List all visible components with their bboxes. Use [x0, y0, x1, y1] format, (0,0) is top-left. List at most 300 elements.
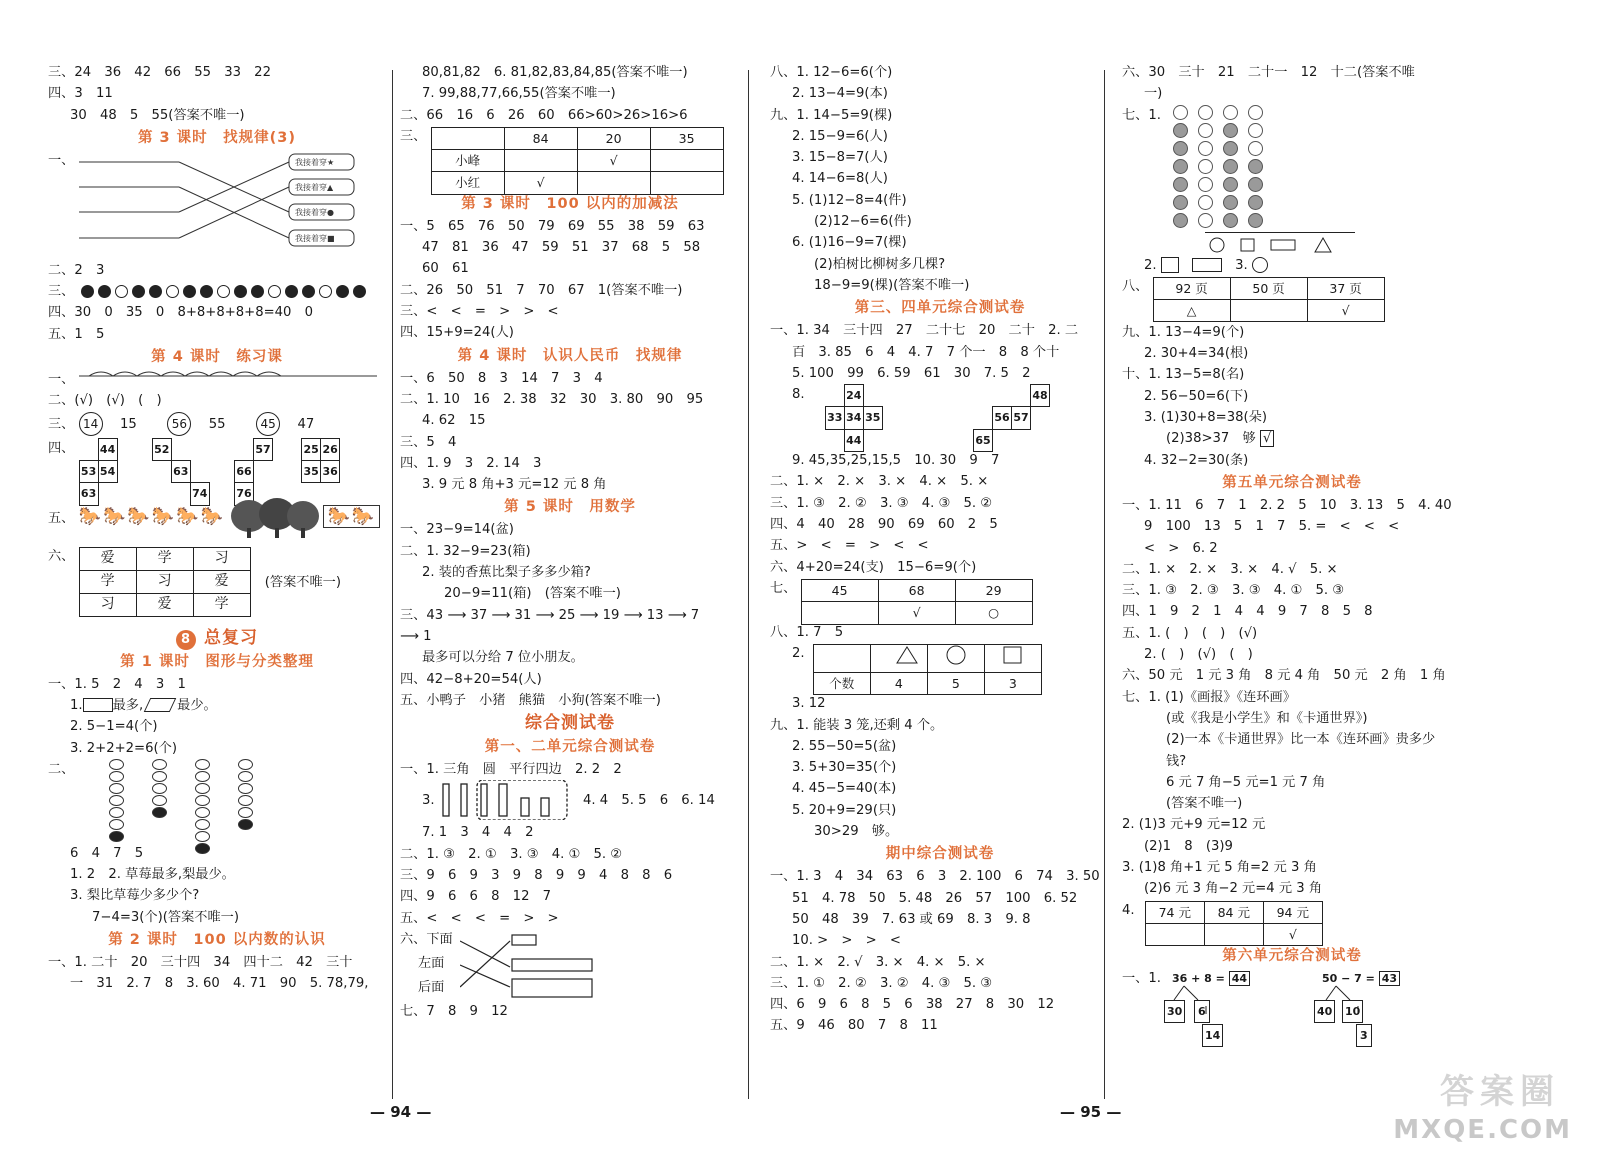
answer-label: 七、1.	[1122, 107, 1161, 123]
answer-label: 六、	[48, 548, 75, 564]
table-cell: 84 元	[1204, 901, 1263, 923]
answer-line: 10. > > > <	[792, 933, 901, 949]
answer-label: 8.	[792, 387, 805, 403]
equation: 50 − 7 =	[1322, 971, 1375, 985]
table-cell: 37 页	[1307, 277, 1384, 299]
answer-line: 四、6 9 6 8 5 6 38 27 8 30 12	[770, 997, 1055, 1013]
table-cell: 4	[870, 672, 927, 694]
grid-cell: 26	[321, 438, 340, 460]
circled-number: 14	[79, 412, 103, 436]
chapter-number: 8	[176, 630, 196, 650]
svg-text:我接着穿★: 我接着穿★	[294, 157, 334, 167]
table-cell: √	[878, 602, 955, 624]
svg-text:我接着穿▲: 我接着穿▲	[294, 182, 333, 192]
answer-line: 80,81,82 6. 81,82,83,84,85(答案不唯一)	[422, 65, 688, 80]
answer-label: 五、	[48, 510, 75, 526]
answer-note: (答案不唯一)	[264, 574, 342, 590]
answer-label: 3.	[422, 793, 435, 809]
answer-line: 四、30 0 35 0 8+8+8+8+8=40 0	[48, 305, 314, 321]
section-heading: 第三、四单元综合测试卷	[854, 300, 1026, 317]
table-row	[770, 578, 1110, 622]
answer-table	[431, 126, 724, 197]
dots-figure-row	[1122, 105, 1462, 255]
section-heading: 第 1 课时 图形与分类整理	[120, 653, 314, 670]
shapes-row	[400, 780, 740, 822]
triangle-shape-icon	[880, 654, 896, 668]
answer-line: 四、1. 9 3 2. 14 3	[400, 455, 542, 471]
table-row	[1122, 900, 1462, 944]
answer-line: 7. 1 3 4 4 2	[422, 825, 534, 841]
answer-line: 7. 99,88,77,66,55(答案不唯一)	[422, 86, 616, 102]
answer-line: 7−4=3(个)(答案不唯一)	[92, 909, 239, 925]
table-cell: 小峰	[431, 150, 504, 172]
grid-cell: 学	[193, 593, 250, 616]
answer-line: 四、15+9=24(人)	[400, 325, 514, 341]
answer-line: 18−9=9(棵)(答案不唯一)	[814, 277, 970, 293]
answer-text: 后面	[418, 979, 445, 995]
grid-cell: 63	[79, 483, 98, 505]
answer-line: 三、1. ③ 2. ② 3. ③ 4. ③ 5. ②	[770, 495, 993, 511]
answer-label: 3.	[1235, 257, 1248, 273]
square-icon	[1003, 646, 1023, 664]
answer-label: 2.	[792, 646, 805, 662]
answer-value: 47	[297, 416, 315, 432]
answer-text: (2)38>37 够	[1166, 431, 1256, 447]
answer-line: 二、2 3	[48, 262, 105, 278]
answer-line: 二、1. ③ 2. ① 3. ③ 4. ① 5. ②	[400, 846, 623, 862]
section-heading: 第 2 课时 100 以内数的认识	[108, 932, 326, 949]
circled-answers	[48, 412, 386, 438]
answer-line: 3. 5+30=35(个)	[792, 760, 897, 776]
grid-cell: 学	[136, 547, 193, 570]
picture-row	[48, 498, 386, 546]
answer-line: 四、9 6 6 8 12 7	[400, 889, 552, 905]
answer-line: 51 4. 78 50 5. 48 26 57 100 6. 52	[792, 890, 1078, 906]
table-cell	[1204, 923, 1263, 945]
table-cell: 92 页	[1153, 277, 1230, 299]
answer-line: (2)6 元 3 角−2 元=4 元 3 角	[1144, 881, 1323, 897]
table-cell	[801, 602, 878, 624]
grid-cell: 66	[234, 460, 253, 482]
table-row	[400, 126, 740, 192]
chapter-heading: 综合测试卷	[525, 713, 615, 734]
table-row	[1122, 276, 1462, 322]
table-cell: 45	[801, 579, 878, 601]
answer-line: ⟶ 1	[400, 628, 432, 644]
answer-line: 七、7 8 9 12	[400, 1003, 508, 1019]
answer-line: 3. 2+2+2=6(个)	[70, 740, 177, 756]
answer-line: 九、1. 能装 3 笼,还剩 4 个。	[770, 717, 944, 733]
answer-line: 最多可以分给 7 位小朋友。	[422, 650, 584, 666]
answer-line: 20−9=11(箱) (答案不唯一)	[444, 586, 621, 602]
answer-box: 40	[1314, 1000, 1335, 1023]
table-cell: √	[577, 150, 650, 172]
grid-cell: 35	[863, 407, 882, 429]
table-cell: √	[1263, 923, 1322, 945]
column-3	[770, 62, 1110, 1037]
answer-line: 4. 45−5=40(本)	[792, 781, 897, 797]
table-cell	[927, 645, 984, 672]
answer-line: 五、1. ( ) ( ) (√)	[1122, 625, 1258, 641]
answer-line: (答案不唯一)	[1166, 796, 1243, 812]
answer-label: 七、	[770, 580, 797, 596]
answer-line: 2. 30+4=34(根)	[1144, 346, 1249, 362]
answer-line: 六、50 元 1 元 3 角 8 元 4 角 50 元 2 角 1 角	[1122, 668, 1446, 684]
bead-row	[48, 281, 386, 302]
answer-line: 六、30 三十 21 二十一 12 十二(答案不唯	[1122, 65, 1415, 80]
answer-line: 二、1. 32−9=23(箱)	[400, 543, 531, 559]
answer-label: 1.	[70, 697, 83, 713]
grid-cell: 36	[321, 460, 340, 482]
grid-cell: 习	[193, 547, 250, 570]
table-cell: 94 元	[1263, 901, 1322, 923]
answer-box: 10	[1342, 1000, 1363, 1023]
answer-line	[48, 695, 386, 716]
answer-line: 30 48 5 55(答案不唯一)	[70, 107, 245, 123]
table-cell: 74 元	[1145, 901, 1204, 923]
answer-text: 六、下面	[400, 931, 453, 947]
answer-line: 2. 5−1=4(个)	[70, 719, 158, 735]
answer-label: 一、1.	[1122, 970, 1161, 986]
section-heading: 第 4 课时 练习课	[151, 349, 283, 366]
answer-line: (2)一本《卡通世界》比一本《连环画》贵多少	[1166, 732, 1436, 748]
svg-text:我接着穿■: 我接着穿■	[294, 233, 335, 243]
column-divider	[1104, 70, 1105, 1099]
answer-line: 一、1. 3 4 34 63 6 3 2. 100 6 74 3. 50	[770, 869, 1100, 885]
column-1	[48, 62, 386, 995]
animal-pictures: 🐎🐎🐎🐎🐎🐎	[78, 505, 226, 527]
answer-line: 2. 15−9=6(人)	[792, 128, 888, 144]
table-cell	[870, 645, 927, 672]
matching-figure	[48, 150, 386, 260]
answer-box: 14	[1202, 1024, 1223, 1047]
grid-cell: 爱	[79, 547, 136, 570]
table-cell: 84	[504, 127, 577, 149]
answer-line: 八、1. 7 5	[770, 624, 844, 640]
answer-line	[1122, 255, 1462, 276]
answer-line: 二、1. × 2. √ 3. × 4. × 5. ×	[770, 954, 986, 970]
number-grid	[301, 438, 340, 484]
table-cell: √	[504, 172, 577, 194]
answer-text: 左面	[418, 955, 445, 971]
answer-value: 55	[208, 416, 226, 432]
number-grid	[973, 384, 1050, 452]
answer-box: 44	[1229, 971, 1250, 986]
circled-number: 45	[256, 412, 280, 436]
answer-text: 最多,	[112, 697, 144, 713]
section-heading: 第 3 课时 100 以内的加减法	[461, 195, 679, 212]
shape-count-table	[809, 643, 1042, 697]
answer-line: 3. 15−8=7(人)	[792, 150, 888, 166]
table-cell	[431, 127, 504, 149]
answer-text: 4. 4 5. 5 6 6. 14	[583, 793, 715, 809]
answer-line: 五、小鸭子 小猪 熊猫 小狗(答案不唯一)	[400, 692, 661, 708]
answer-line: 60 61	[422, 261, 469, 277]
answer-animal-pictures: 🐎🐎	[323, 505, 380, 528]
table-cell	[1230, 300, 1307, 322]
grid-cell: 34	[844, 407, 863, 429]
grid-cell: 33	[825, 407, 844, 429]
chapter-heading	[48, 626, 386, 650]
character-grid	[79, 546, 251, 619]
answer-line: 50 48 39 7. 63 或 69 8. 3 9. 8	[792, 911, 1031, 927]
answer-line: 百 3. 85 6 4 4. 7 7 个一 8 8 个十	[792, 344, 1060, 360]
answer-line: 2. 13−4=9(本)	[792, 86, 888, 102]
answer-line: 一、23−9=14(盆)	[400, 522, 514, 538]
abacus-row	[48, 759, 386, 843]
section-heading: 第 4 课时 认识人民币 找规律	[457, 347, 683, 364]
answer-line: 三、1. ① 2. ② 3. ② 4. ③ 5. ③	[770, 975, 993, 991]
answer-line: 三、5 4	[400, 434, 457, 450]
answer-line: 六、4+20=24(支) 15−6=9(个)	[770, 559, 977, 575]
answer-line: 4. 14−6=8(人)	[792, 171, 888, 187]
section-heading: 第一、二单元综合测试卷	[484, 739, 656, 756]
section-heading: 第五单元综合测试卷	[1222, 474, 1362, 491]
table-cell	[504, 150, 577, 172]
number-grid	[234, 438, 273, 506]
table-cell: 20	[577, 127, 650, 149]
table-cell	[813, 645, 870, 672]
grid-cell: 65	[974, 429, 993, 451]
page-number-left: — 94 —	[370, 1103, 432, 1121]
answer-line: 一、6 50 8 3 14 7 3 4	[400, 370, 603, 386]
number-grids-row	[770, 384, 1110, 450]
answer-line: 2. 56−50=6(下)	[1144, 388, 1249, 404]
answer-line: 四、4 40 28 90 69 60 2 5	[770, 517, 998, 533]
matching-lines-figure	[460, 929, 620, 999]
answer-line: 3. 梨比草莓少多少个?	[70, 888, 200, 904]
trees-picture	[229, 498, 319, 538]
answer-label: 八、	[1122, 278, 1149, 294]
table-cell: 5	[927, 672, 984, 694]
watermark-logo: 答案圈	[1440, 1072, 1560, 1112]
answer-line: 五、9 46 80 7 8 11	[770, 1018, 938, 1034]
grid-cell: 习	[136, 570, 193, 593]
grid-cell: 48	[1031, 385, 1050, 407]
answer-box: 30	[1164, 1000, 1185, 1023]
answer-line: 1. 2 2. 草莓最多,梨最少。	[70, 867, 235, 883]
answer-line: 四、1 9 2 1 4 4 9 7 8 5 8	[1122, 604, 1373, 620]
grid-cell: 54	[98, 460, 117, 482]
answer-line: 3. 12	[792, 696, 826, 712]
answer-line: 钱?	[1166, 753, 1187, 769]
answer-line: (2)1 8 (3)9	[1144, 838, 1233, 854]
answer-line: 2. 55−50=5(盆)	[792, 738, 897, 754]
answer-line: 2. ( ) (√) ( )	[1144, 647, 1253, 663]
answer-line: 十、1. 13−5=8(名)	[1122, 367, 1245, 383]
answer-value: 15	[119, 416, 137, 432]
grid-cell: 44	[844, 429, 863, 451]
answer-line: 6 4 7 5	[70, 845, 144, 861]
answer-line: 二、1. 10 16 2. 38 32 30 3. 80 90 95	[400, 391, 704, 407]
answer-line: 一、1. 34 三十四 27 二十七 20 二十 2. 二	[770, 323, 1079, 339]
dot-columns	[1173, 105, 1263, 228]
table-cell: 35	[650, 127, 723, 149]
table-cell: 个数	[813, 672, 870, 694]
answer-line: 八、1. 12−6=6(个)	[770, 65, 893, 80]
svg-text:我接着穿●: 我接着穿●	[294, 207, 334, 217]
bead-sequence	[79, 284, 368, 299]
checked-box: √	[1260, 430, 1274, 447]
table-cell	[577, 172, 650, 194]
answer-line: 4. 62 15	[422, 413, 486, 429]
answer-line: 9. 45,35,25,15,5 10. 30 9 7	[792, 453, 1000, 469]
grid-cell: 44	[98, 438, 117, 460]
shape-legend	[1205, 236, 1355, 254]
grid-cell: 57	[1012, 407, 1031, 429]
section-heading: 第 5 课时 用数学	[504, 499, 636, 516]
table-cell: ○	[955, 602, 1032, 624]
answer-line: 6. (1)16−9=7(棵)	[792, 235, 907, 251]
answer-line: 五、1 5	[48, 326, 105, 342]
answer-table	[1153, 276, 1385, 325]
answer-line	[1122, 428, 1462, 449]
matching-lines-figure	[79, 150, 389, 258]
table-cell: 68	[878, 579, 955, 601]
answer-box: 43	[1379, 971, 1400, 986]
table-cell	[650, 172, 723, 194]
dots-figure	[1165, 105, 1355, 254]
answer-table	[801, 578, 1033, 627]
answer-line: 一、5 65 76 50 79 69 55 38 59 63	[400, 218, 705, 234]
answer-label: 一、	[48, 152, 75, 168]
answer-line: 九、1. 14−5=9(棵)	[770, 107, 893, 123]
grid-cell: 24	[844, 385, 863, 407]
circle-icon	[946, 645, 966, 665]
answer-line: 5. 100 99 6. 59 61 30 7. 5 2	[792, 365, 1031, 381]
grid-cell: 76	[234, 483, 253, 505]
answer-label: 一、	[48, 372, 75, 388]
answer-line: 三、< < = > > <	[400, 304, 559, 320]
column-divider	[748, 70, 749, 1099]
answer-line: 3. (1)8 角+1 元 5 角=2 元 3 角	[1122, 860, 1317, 876]
number-line	[79, 370, 379, 388]
chapter-title: 总复习	[204, 627, 258, 648]
answer-line: 二、66 16 6 26 60 66>60>26>16>6	[400, 107, 688, 123]
answer-label: 2.	[1144, 257, 1157, 273]
answer-line: 二、26 50 51 7 70 67 1(答案不唯一)	[400, 282, 683, 298]
grid-cell: 56	[993, 407, 1012, 429]
rectangle-bars-figure	[439, 780, 579, 820]
table-cell: 3	[984, 672, 1041, 694]
answer-line: 九、1. 13−4=9(个)	[1122, 324, 1245, 340]
answer-table	[1139, 900, 1323, 949]
answer-line: 47 81 36 47 59 51 37 68 5 58	[422, 240, 701, 256]
answer-label: 三、	[48, 284, 75, 300]
answer-line: 一、1. 11 6 7 1 2. 2 5 10 3. 13 5 4. 40	[1122, 497, 1452, 513]
grid-cell: 25	[302, 438, 321, 460]
equation: 36 + 8 =	[1172, 971, 1225, 985]
answer-line: 五、< < < = > >	[400, 910, 559, 926]
answer-line: (2)柏树比柳树多几棵?	[814, 256, 946, 272]
grid-cell: 习	[79, 593, 136, 616]
answer-line: 30>29 够。	[814, 824, 899, 840]
rectangle-shape-icon	[83, 698, 113, 712]
number-grid	[79, 438, 118, 506]
answer-line: 3. (1)30+8=38(朵)	[1144, 410, 1267, 426]
number-line-row	[48, 369, 386, 390]
shape-count-table-row	[770, 643, 1110, 693]
answer-line: 一、1. 5 2 4 3 1	[48, 676, 186, 692]
answer-label: 4.	[1122, 902, 1135, 918]
triangle-icon	[896, 646, 918, 664]
column-divider	[392, 70, 393, 1099]
table-cell	[984, 645, 1041, 672]
answer-line: 2. 装的香蕉比梨子多多少箱?	[422, 565, 591, 581]
table-cell: 小红	[431, 172, 504, 194]
number-grid	[825, 384, 883, 452]
table-cell: △	[1153, 300, 1230, 322]
grid-cell: 57	[253, 438, 272, 460]
answer-line: 3. 9 元 8 角+3 元=12 元 8 角	[422, 477, 607, 493]
answer-box: 6	[1194, 1000, 1210, 1023]
answer-line: 一、1. 三角 圆 平行四边 2. 2 2	[400, 762, 622, 778]
grid-cell: 学	[79, 570, 136, 593]
table-cell	[1145, 923, 1204, 945]
answer-line: (或《我是小学生》和《卡通世界》)	[1166, 710, 1368, 726]
circled-number: 56	[167, 412, 191, 436]
parallelogram-shape-icon	[144, 698, 177, 712]
answer-line: 四、42−8+20=54(人)	[400, 671, 542, 687]
page-number-right: — 95 —	[1060, 1103, 1122, 1121]
answer-line: 三、24 36 42 66 55 33 22	[48, 65, 271, 80]
column-2	[400, 62, 740, 1022]
answer-line: 5. (1)12−8=4(件)	[792, 192, 907, 208]
grid-cell: 爱	[193, 570, 250, 593]
answer-label: 三、	[400, 128, 427, 144]
answer-line: 4. 32−2=30(条)	[1144, 452, 1249, 468]
character-grid-row	[48, 546, 386, 626]
answer-line: 5. 20+9=29(只)	[792, 802, 897, 818]
answer-line: 三、9 6 9 3 9 8 9 9 4 8 8 6	[400, 868, 673, 884]
answer-line: 五、> < = > < <	[770, 538, 929, 554]
decomposition-row	[1122, 968, 1462, 1048]
table-cell	[650, 150, 723, 172]
number-grids-row	[48, 438, 386, 501]
answer-label: 四、	[48, 440, 75, 456]
answer-line: 三、43 ⟶ 37 ⟶ 31 ⟶ 25 ⟶ 19 ⟶ 13 ⟶ 7	[400, 607, 700, 623]
answer-line: 二、(√) (√) ( )	[48, 393, 162, 409]
bead-abacus	[109, 759, 253, 854]
answer-text: 最少。	[177, 697, 217, 713]
answer-line: 2. (1)3 元+9 元=12 元	[1122, 817, 1266, 833]
circle-shape-icon	[1252, 257, 1268, 273]
table-cell: 29	[955, 579, 1032, 601]
answer-box: 3	[1356, 1024, 1372, 1047]
answer-line: 二、1. × 2. × 3. × 4. √ 5. ×	[1122, 561, 1338, 577]
grid-cell: 74	[190, 483, 209, 505]
number-grid	[152, 438, 210, 506]
grid-cell: 63	[171, 460, 190, 482]
grid-cell: 35	[302, 460, 321, 482]
watermark-url: MXQE.COM	[1393, 1115, 1572, 1145]
answer-label: 二、	[48, 761, 75, 777]
column-4	[1122, 62, 1462, 1048]
answer-line: 一、1. 二十 20 三十四 34 四十二 42 三十	[48, 955, 353, 971]
answer-line: 9 100 13 5 1 7 5. = < < <	[1144, 519, 1400, 535]
square-shape-icon	[1161, 257, 1179, 273]
answer-line: 一)	[1144, 86, 1163, 102]
answer-line: 七、1. (1)《画报》《连环画》	[1122, 689, 1296, 705]
grid-cell: 52	[152, 438, 171, 460]
table-cell: 50 页	[1230, 277, 1307, 299]
matching-row	[400, 929, 740, 1001]
answer-label: 三、	[48, 416, 75, 432]
grid-cell: 53	[79, 460, 98, 482]
answer-line: 四、3 11	[48, 86, 113, 102]
answer-line: 一 31 2. 7 8 3. 60 4. 71 90 5. 78,79,	[70, 976, 369, 992]
answer-line: 三、1. ③ 2. ③ 3. ③ 4. ① 5. ③	[1122, 583, 1345, 599]
